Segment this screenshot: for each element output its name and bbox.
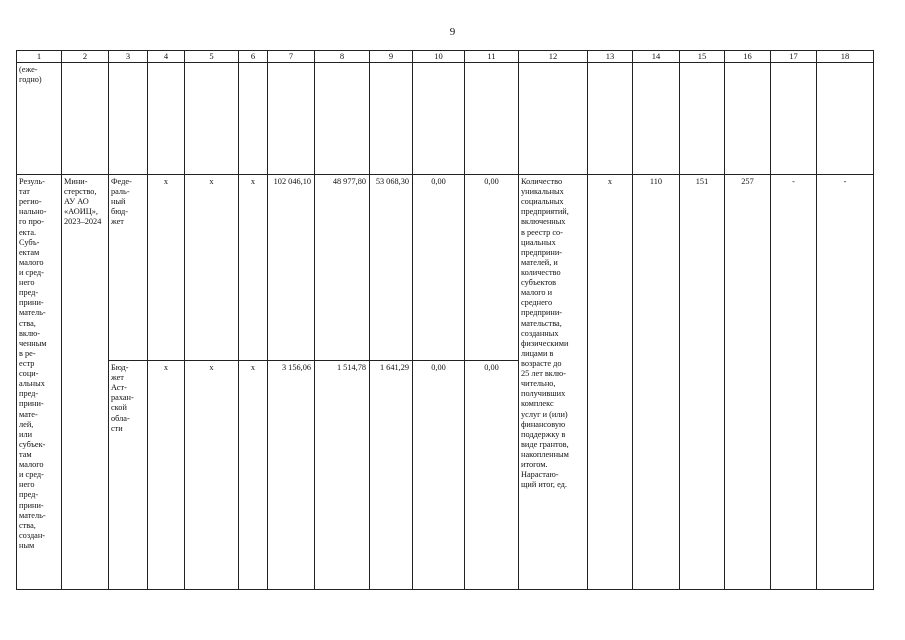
column-number-cell: 15 [680,51,725,63]
column-number-cell: 3 [109,51,148,63]
value-cell: - [817,175,874,590]
amount-cell: 1 514,78 [315,361,370,590]
budget-source-cell: Бюд- жет Аст- рахан- ской обла- сти [109,361,148,590]
value-cell: x [185,361,239,590]
column-number-cell: 17 [771,51,817,63]
amount-cell: 0,00 [465,361,519,590]
value-cell: x [239,361,268,590]
value-cell: x [148,175,185,361]
value-cell: 110 [633,175,680,590]
value-cell: - [771,175,817,590]
table-row [17,175,874,361]
amount-cell: 48 977,80 [315,175,370,361]
budget-source-cell: Феде- раль- ный бюд- жет [109,175,148,361]
amount-cell: 0,00 [465,175,519,361]
amount-cell: 0,00 [413,361,465,590]
value-cell: x [588,175,633,590]
value-cell: 257 [725,175,771,590]
value-cell: x [239,175,268,361]
budget-table [16,50,874,590]
value-cell: 151 [680,175,725,590]
column-number-cell: 12 [519,51,588,63]
column-number-cell: 11 [465,51,519,63]
column-number-cell: 7 [268,51,315,63]
result-name-cell: Резуль- тат регио- нально- го про- екта. Субъ- ектам малого и сред- него пред- прини- матель- ства, вклю- ченным в ре- естр соци- альных пред- прини- мате- лей, или субъек- там малого и сред- него пред- прини- матель- ства, создан- ным [17,175,62,590]
continuation-text: (еже- годно) [17,63,62,175]
column-number-cell: 10 [413,51,465,63]
header-row [17,51,874,63]
amount-cell: 0,00 [413,175,465,361]
amount-cell: 102 046,10 [268,175,315,361]
value-cell: x [185,175,239,361]
column-number-cell: 16 [725,51,771,63]
amount-cell: 3 156,06 [268,361,315,590]
value-cell: x [148,361,185,590]
page-number: 9 [449,26,456,38]
column-number-cell: 2 [62,51,109,63]
column-number-cell: 4 [148,51,185,63]
column-number-cell: 1 [17,51,62,63]
indicator-cell: Количество уникальных социальных предприятий, включенных в реестр со- циальных предприни- мателей, и количество субъектов малого и среднего предприни- мательства, созданных физическими лицами в возрасте до 25 лет вклю- чительно, получивших комплекс услуг и (или) финансовую поддержку в виде грантов, накопленным итогом. Нарастаю- щий итог, ед. [519,175,588,590]
amount-cell: 53 068,30 [370,175,413,361]
column-number-cell: 14 [633,51,680,63]
column-number-cell: 9 [370,51,413,63]
column-number-cell: 6 [239,51,268,63]
executor-cell: Мини- стерство, АУ АО «АОИЦ», 2023–2024 [62,175,109,590]
column-number-cell: 5 [185,51,239,63]
continuation-row [17,63,874,175]
amount-cell: 1 641,29 [370,361,413,590]
column-number-cell: 18 [817,51,874,63]
column-number-cell: 13 [588,51,633,63]
column-number-cell: 8 [315,51,370,63]
